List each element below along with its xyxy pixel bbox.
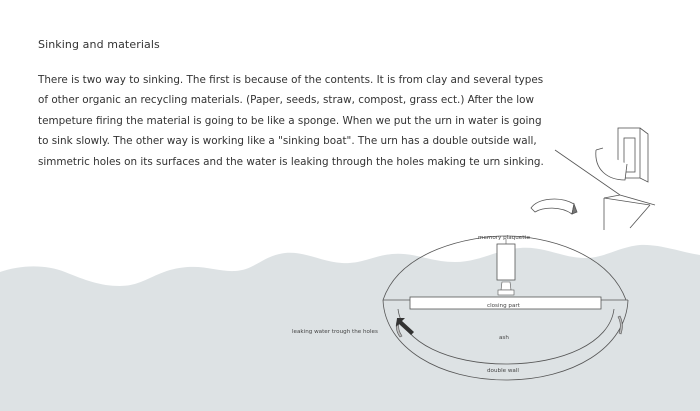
label-leaking-water: leaking water trough the holes [292, 329, 378, 335]
table-sketch [555, 128, 655, 230]
label-ash: ash [499, 335, 509, 341]
water-waves [0, 245, 700, 411]
paragraph-line: tempeture firing the material is going to be like a sponge. When we put the urn in water is going [38, 114, 542, 127]
label-double-wall: double wall [487, 368, 519, 374]
paragraph-line: of other organic an recycling materials. (Paper, seeds, straw, compost, grass ect.) After the low [38, 94, 535, 107]
paragraph-line: simmetric holes on its surfaces and the water is leaking through the holes making te urn sinking. [38, 155, 544, 168]
section-title: Sinking and materials [38, 38, 160, 51]
paragraph-line: to sink slowly. The other way is working like a "sinking boat". The urn has a double outside wall, [38, 135, 537, 148]
memory-plaquette [497, 244, 515, 280]
plaquette-stand [501, 282, 511, 290]
floating-urn-piece [531, 199, 577, 214]
label-memory-plaquette: memory plaquette [478, 235, 531, 241]
paragraph-line: There is two way to sinking. The first is because of the contents. It is from clay and several types [38, 74, 544, 86]
label-closing-part: closing part [487, 303, 520, 309]
plaquette-base [498, 290, 514, 295]
